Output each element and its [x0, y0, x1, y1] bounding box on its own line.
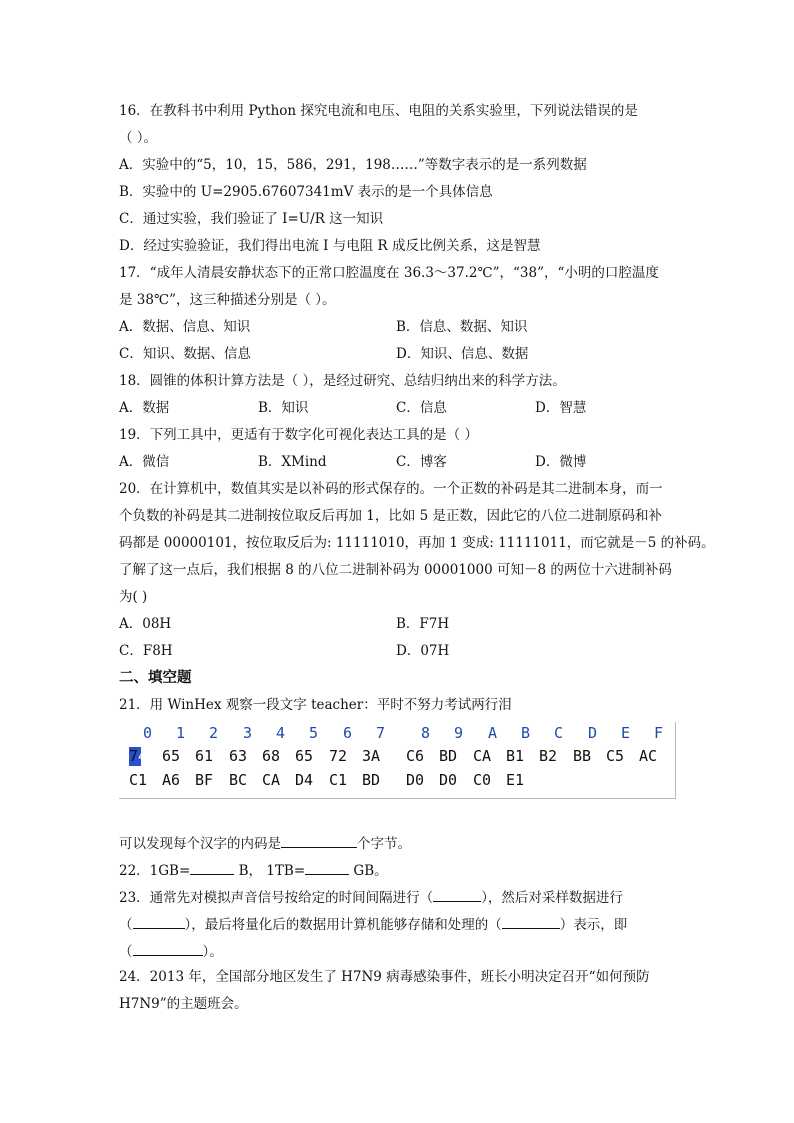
- q16-option-b: B．实验中的 U=2905.67607341mV 表示的是一个具体信息: [119, 184, 493, 200]
- q23-text-5: ）表示，即: [559, 917, 628, 933]
- q23-blank-1[interactable]: [433, 887, 481, 902]
- q22-part1: 22．1GB=: [119, 863, 191, 879]
- hex-offset-label: 5: [309, 724, 319, 742]
- q17-stem-line1: 17．“成年人清晨安静状态下的正常口腔温度在 36.3～37.2℃”，“38”，“小明的口腔温度: [119, 265, 659, 281]
- hex-offset-label: B: [521, 724, 531, 742]
- q17-option-a: A．数据、信息、知识: [119, 319, 251, 335]
- section-title-fill-in: 二、填空题: [119, 669, 192, 686]
- hex-offset-label: 9: [454, 724, 464, 742]
- q19-option-d: D．微博: [535, 454, 587, 470]
- hex-byte[interactable]: 61: [195, 747, 214, 765]
- hex-row-2: [119, 769, 675, 791]
- q23-text-4: ），最后将量化后的数据用计算机能够存储和处理的（: [184, 917, 502, 933]
- q19-stem: 19．下列工具中，更适有于数字化可视化表达工具的是（ ）: [119, 427, 478, 443]
- hex-offset-label: C: [554, 724, 564, 742]
- hex-byte[interactable]: 74: [129, 747, 148, 765]
- q17-option-b: B．信息、数据、知识: [396, 319, 528, 335]
- hex-offset-label: F: [654, 724, 664, 742]
- hex-byte[interactable]: C6: [406, 747, 425, 765]
- q18-option-a: A．数据: [119, 400, 170, 416]
- hex-byte[interactable]: C5: [606, 747, 625, 765]
- q21-fill-post: 个字节。: [357, 836, 411, 852]
- hex-offset-label: 4: [276, 724, 286, 742]
- hex-byte[interactable]: BF: [195, 771, 214, 789]
- hex-offset-label: 3: [243, 724, 253, 742]
- q19-option-c: C．博客: [396, 454, 447, 470]
- q18-option-c: C．信息: [396, 400, 447, 416]
- hex-byte[interactable]: 63: [229, 747, 248, 765]
- hex-row-1: [119, 745, 675, 767]
- hex-byte[interactable]: 68: [262, 747, 281, 765]
- q20-stem-line4: 了解了这一点后，我们根据 8 的八位二进制补码为 00001000 可知－8 的两位十六进制补码: [119, 562, 672, 578]
- q22-part2: B， 1TB=: [234, 863, 306, 879]
- hex-byte[interactable]: 3A: [362, 747, 381, 765]
- q20-stem-line2: 个负数的补码是其二进制按位取反后再加 1，比如 5 是正数，因此它的八位二进制原码和补: [119, 508, 663, 524]
- q24-stem-line2: H7N9”的主题班会。: [119, 996, 248, 1012]
- q21-stem: 21．用 WinHex 观察一段文字 teacher：平时不努力考试两行泪: [119, 697, 512, 713]
- hex-byte[interactable]: B2: [539, 747, 558, 765]
- hex-byte[interactable]: CA: [262, 771, 281, 789]
- q23-text-6: （: [119, 944, 133, 960]
- q22-blank-1[interactable]: [190, 860, 234, 875]
- q16-option-c: C．通过实验，我们验证了 I=U/R 这一知识: [119, 211, 384, 227]
- hex-byte[interactable]: A6: [162, 771, 181, 789]
- q23-stem-line2: [119, 914, 627, 934]
- hex-byte[interactable]: D0: [439, 771, 458, 789]
- hex-offset-label: D: [588, 724, 598, 742]
- hex-byte[interactable]: BD: [362, 771, 381, 789]
- q22-blank-2[interactable]: [305, 860, 349, 875]
- q20-stem-line1: 20．在计算机中，数值其实是以补码的形式保存的。一个正数的补码是其二进制本身，而一: [119, 481, 663, 497]
- hex-offset-label: A: [488, 724, 498, 742]
- winhex-panel: [119, 722, 676, 799]
- hex-byte[interactable]: BB: [573, 747, 592, 765]
- q21-fill-pre: 可以发现每个汉字的内码是: [119, 836, 281, 852]
- q24-stem-line1: 24．2013 年，全国部分地区发生了 H7N9 病毒感染事件，班长小明决定召开“如何预防: [119, 969, 650, 985]
- hex-byte[interactable]: CA: [473, 747, 492, 765]
- q23-stem-line1: [119, 887, 623, 907]
- hex-byte[interactable]: BC: [229, 771, 248, 789]
- hex-byte[interactable]: C0: [473, 771, 492, 789]
- q19-option-a: A．微信: [119, 454, 170, 470]
- q23-blank-4[interactable]: [133, 941, 203, 956]
- q20-option-c: C．F8H: [119, 643, 173, 659]
- q18-stem: 18．圆锥的体积计算方法是（ ），是经过研究、总结归纳出来的科学方法。: [119, 373, 566, 389]
- hex-byte[interactable]: C1: [129, 771, 148, 789]
- hex-byte[interactable]: E1: [506, 771, 525, 789]
- q19-option-b: B．XMind: [258, 454, 327, 470]
- q23-blank-3[interactable]: [502, 914, 560, 929]
- q23-blank-2[interactable]: [133, 914, 185, 929]
- q23-text-2: ），然后对采样数据进行: [481, 890, 623, 906]
- q22-stem: [119, 860, 388, 880]
- hex-byte[interactable]: D4: [295, 771, 314, 789]
- hex-byte[interactable]: AC: [639, 747, 658, 765]
- hex-offset-label: 8: [421, 724, 431, 742]
- q23-text-1: 23．通常先对模拟声音信号按给定的时间间隔进行（: [119, 890, 434, 906]
- hex-byte[interactable]: C1: [329, 771, 348, 789]
- q23-text-7: ）。: [202, 944, 223, 960]
- q22-part3: GB。: [349, 863, 388, 879]
- hex-byte[interactable]: 65: [295, 747, 314, 765]
- hex-byte[interactable]: D0: [406, 771, 425, 789]
- q16-stem-line2: （ ）。: [119, 130, 158, 146]
- hex-offset-label: 1: [176, 724, 186, 742]
- q21-fill: [119, 833, 411, 853]
- q20-option-a: A．08H: [119, 616, 172, 632]
- q17-option-c: C．知识、数据、信息: [119, 346, 251, 362]
- hex-byte[interactable]: 72: [329, 747, 348, 765]
- hex-offset-header: [119, 722, 675, 744]
- q23-text-3: （: [119, 917, 133, 933]
- q18-option-d: D．智慧: [535, 400, 587, 416]
- q20-stem-line5: 为( ): [119, 589, 148, 605]
- hex-offset-label: 2: [209, 724, 219, 742]
- q18-option-b: B．知识: [258, 400, 309, 416]
- q17-option-d: D．知识、信息、数据: [396, 346, 529, 362]
- q23-stem-line3: [119, 941, 223, 961]
- hex-offset-label: 0: [143, 724, 153, 742]
- q20-option-d: D．07H: [396, 643, 450, 659]
- q16-option-d: D．经过实验验证，我们得出电流 I 与电阻 R 成反比例关系，这是智慧: [119, 238, 541, 254]
- q21-answer-blank[interactable]: [281, 833, 357, 848]
- hex-offset-label: 7: [376, 724, 386, 742]
- hex-byte[interactable]: BD: [439, 747, 458, 765]
- hex-byte[interactable]: B1: [506, 747, 525, 765]
- q16-option-a: A．实验中的“5，10，15，586，291，198……”等数字表示的是一系列数据: [119, 157, 587, 173]
- hex-byte[interactable]: 65: [162, 747, 181, 765]
- q17-stem-line2: 是 38℃”，这三种描述分别是（ ）。: [119, 292, 336, 308]
- q20-stem-line3: 码都是 00000101，按位取反后为: 11111010，再加 1 变成: 11111011，而它就是－5 的补码。: [119, 535, 715, 551]
- hex-offset-label: 6: [343, 724, 353, 742]
- hex-offset-label: E: [621, 724, 631, 742]
- q16-stem-line1: 16．在教科书中利用 Python 探究电流和电压、电阻的关系实验里，下列说法错误的是: [119, 103, 638, 119]
- q20-option-b: B．F7H: [396, 616, 450, 632]
